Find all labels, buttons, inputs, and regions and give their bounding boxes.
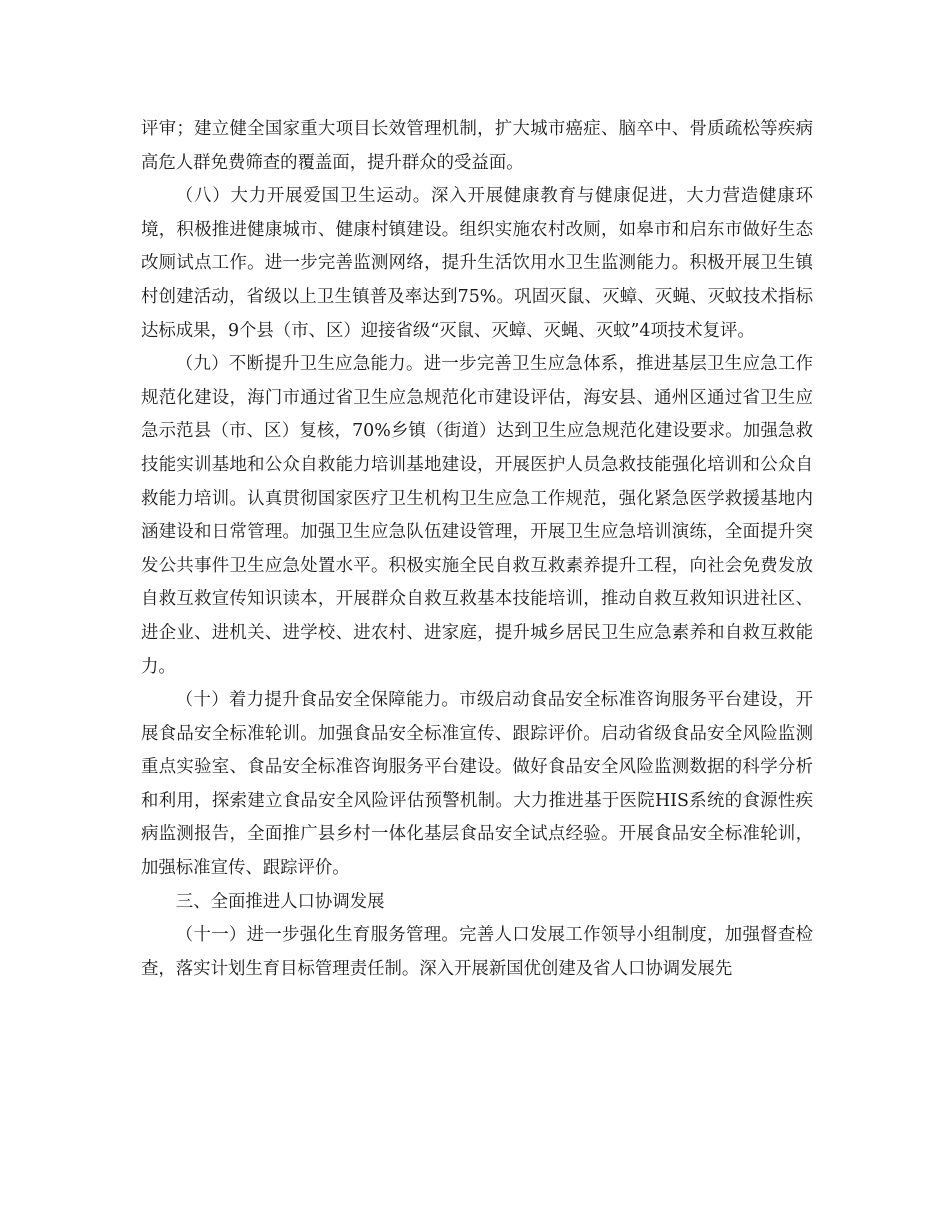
paragraph-food-safety: （十）着力提升食品安全保障能力。市级启动食品安全标准咨询服务平台建设，开展食品安全标准轮训。加强食品安全标准宣传、跟踪评价。启动省级食品安全风险监测重点实验室、食品安全标准咨询服务平台建设。做好食品安全风险监测数据的科学分析和利用，探索建立食品安全风险评估预警机制。大力推进基于医院HIS系统的食源性疾病监测报告，全面推广县乡村一体化基层食品安全试点经验。开展食品安全标准轮训，加强标准宣传、跟踪评价。: [141, 690, 813, 879]
paragraph-health-emergency: （九）不断提升卫生应急能力。进一步完善卫生应急体系，推进基层卫生应急工作规范化建设，海门市通过省卫生应急规范化市建设评估，海安县、通州区通过省卫生应急示范县（市、区）复核，70%乡镇（街道）达到卫生应急规范化建设要求。加强急救技能实训基地和公众自救能力培训基地建设，开展医护人员急救技能强化培训和公众自救能力培训。认真贯彻国家医疗卫生机构卫生应急工作规范，强化紧急医学救援基地内涵建设和日常管理。加强卫生应急队伍建设管理，开展卫生应急培训演练，全面提升突发公共事件卫生应急处置水平。积极实施全民自救互救素养提升工程，向社会免费发放自救互救宣传知识读本，开展群众自救互救基本技能培训，推动自救互救知识进社区、进企业、进机关、进学校、进农村、进家庭，提升城乡居民卫生应急素养和自救互救能力。: [141, 354, 813, 677]
paragraph-birth-services: （十一）进一步强化生育服务管理。完善人口发展工作领导小组制度，加强督查检查，落实计划生育目标管理责任制。深入开展新国优创建及省人口协调发展先: [141, 925, 813, 979]
paragraph-continued: 评审；建立健全国家重大项目长效管理机制，扩大城市癌症、脑卒中、骨质疏松等疾病高危人群免费筛查的覆盖面，提升群众的受益面。: [141, 119, 813, 173]
document-body: [141, 113, 813, 986]
section-heading-population: 三、全面推进人口协调发展: [175, 891, 385, 912]
paragraph-patriotic-health-campaign: （八）大力开展爱国卫生运动。深入开展健康教育与健康促进，大力营造健康环境，积极推进健康城市、健康村镇建设。组织实施农村改厕，如皋市和启东市做好生态改厕试点工作。进一步完善监测网络，提升生活饮用水卫生监测能力。积极开展卫生镇村创建活动，省级以上卫生镇普及率达到75%。巩固灭鼠、灭蟑、灭蝇、灭蚊技术指标达标成果，9个县（市、区）迎接省级“灭鼠、灭蟑、灭蝇、灭蚊”4项技术复评。: [141, 186, 813, 341]
